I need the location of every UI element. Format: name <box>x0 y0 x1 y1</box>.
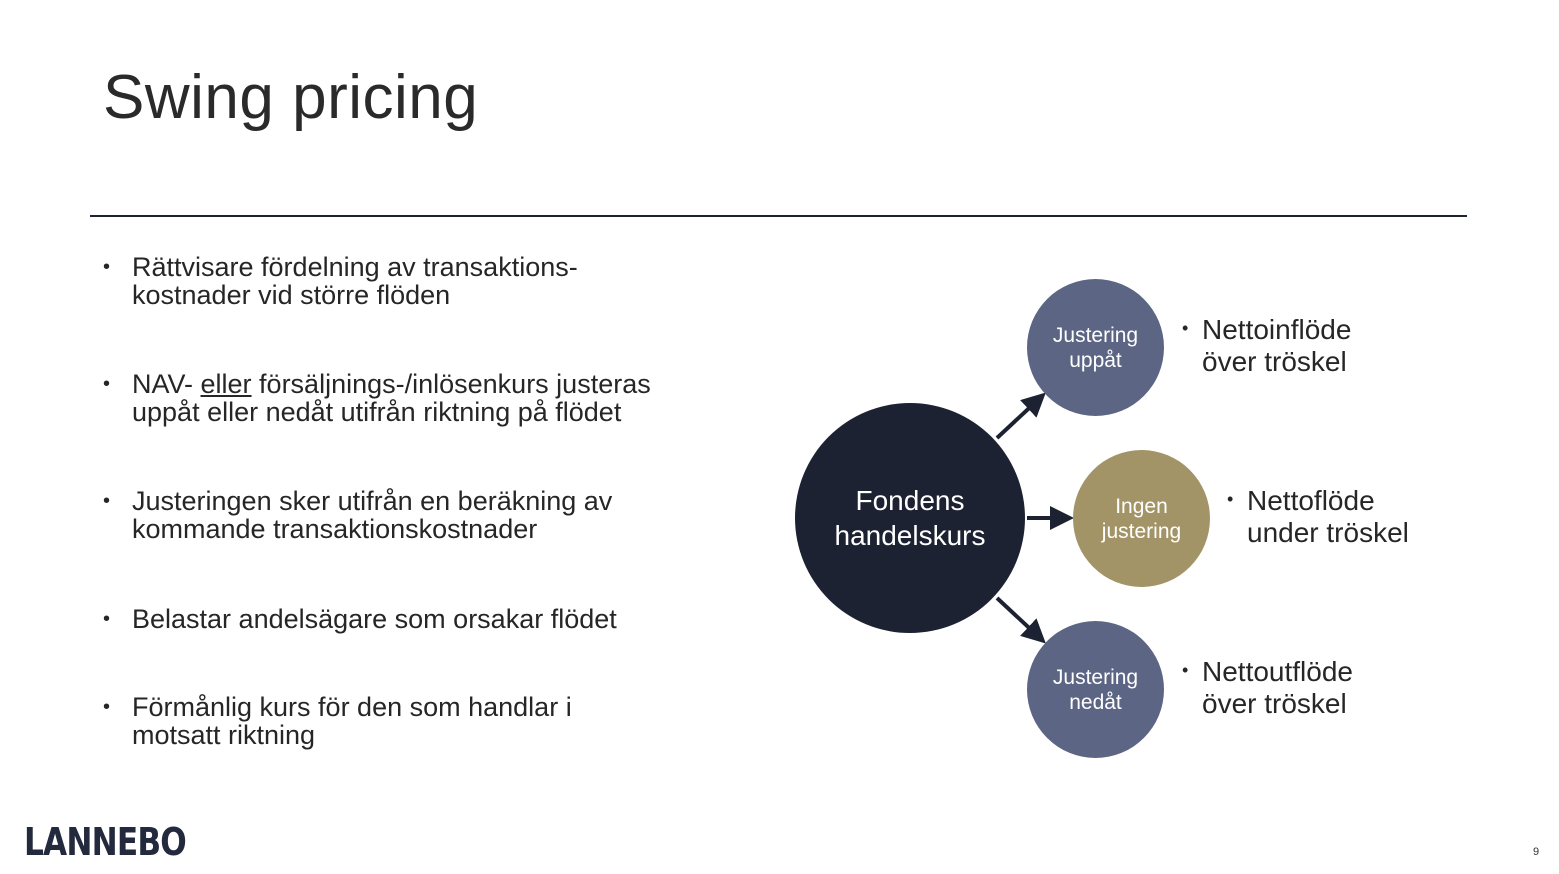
bullet-text: • Justeringen sker utifrån en beräkning av <box>132 486 613 516</box>
node-label: nedåt <box>1069 690 1122 714</box>
desc-adjust-up <box>1202 314 1351 378</box>
desc-text: över tröskel <box>1202 688 1347 719</box>
bullet-text: • Rättvisare fördelning av transaktions- <box>132 252 578 282</box>
bullet-text: kommande transaktionskostnader <box>132 514 538 544</box>
lannebo-logo: LANNEBO <box>24 820 186 864</box>
desc-text: under tröskel <box>1247 517 1409 548</box>
node-label: handelskurs <box>834 520 986 551</box>
node-adjust-up <box>1027 279 1164 416</box>
bullet-text: försäljnings-/inlösenkurs justeras <box>251 369 651 399</box>
bullet-text: • Belastar andelsägare som orsakar flödet <box>132 604 617 634</box>
slide-title: Swing pricing <box>103 63 479 132</box>
node-label: Justering <box>1052 665 1139 689</box>
node-label: Justering <box>1052 323 1139 347</box>
node-label: Fondens <box>855 485 965 516</box>
bullet-text: NAV- <box>132 369 201 399</box>
node-label: justering <box>1101 519 1182 543</box>
bullet-text: uppåt eller nedåt utifrån riktning på flödet <box>132 397 622 427</box>
desc-text: • Nettoinflöde <box>1202 314 1352 345</box>
desc-text: över tröskel <box>1202 346 1347 377</box>
bullet-text: • Förmånlig kurs för den som handlar i <box>132 692 572 722</box>
bullet-text: kostnader vid större flöden <box>132 280 451 310</box>
node-label: Ingen <box>1115 494 1168 518</box>
desc-adjust-down <box>1202 656 1353 720</box>
desc-text: • Nettoflöde <box>1247 485 1375 516</box>
node-adjust-down <box>1027 621 1164 758</box>
node-label: uppåt <box>1069 348 1122 372</box>
node-no-adjust <box>1073 450 1210 587</box>
desc-no-adjust <box>1247 485 1409 549</box>
center-node <box>795 403 1025 633</box>
desc-text: • Nettoutflöde <box>1202 656 1353 687</box>
bullet-underlined-text: eller <box>200 369 252 399</box>
arrow-up <box>997 398 1040 438</box>
arrow-down <box>997 598 1040 638</box>
bullet-text: motsatt riktning <box>132 720 316 750</box>
page-number: 9 <box>1533 846 1540 858</box>
